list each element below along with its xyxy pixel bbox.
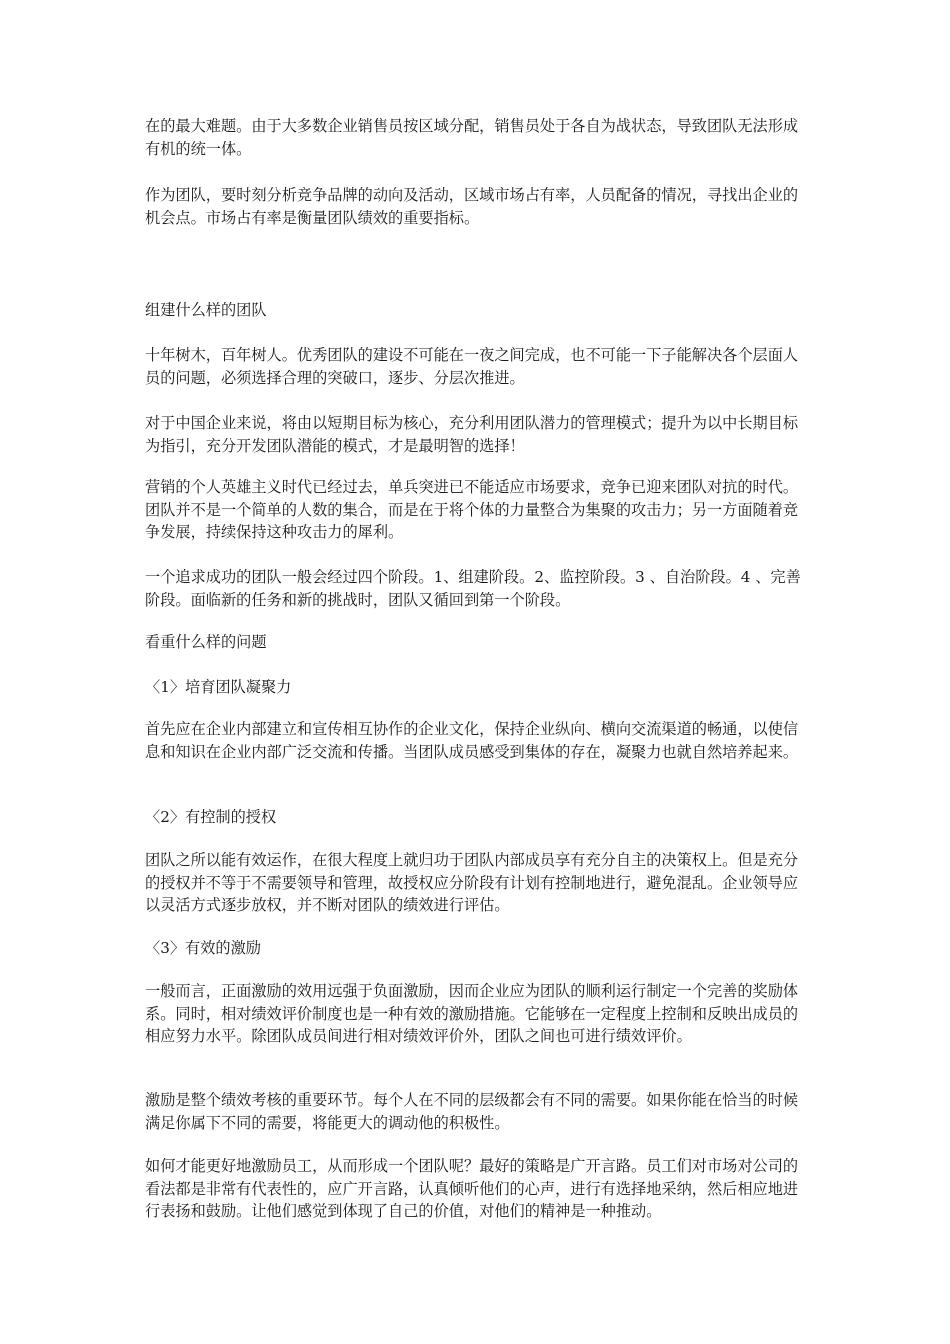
paragraph: 在的最大难题。由于大多数企业销售员按区域分配，销售员处于各自为战状态，导致团队无法形成有机的统一体。 bbox=[145, 117, 799, 158]
paragraph: 首先应在企业内部建立和宣传相互协作的企业文化，保持企业纵向、横向交流渠道的畅通，以使信息和知识在企业内部广泛交流和传播。当团队成员感受到集体的存在，凝聚力也就自然培养起来。 bbox=[145, 720, 799, 761]
paragraph: 如何才能更好地激励员工，从而形成一个团队呢？最好的策略是广开言路。员工们对市场对公司的看法都是非常有代表性的，应广开言路，认真倾听他们的心声，进行有选择地采纳，然后相应地进行表扬和鼓励。让他们感觉到体现了自己的价值，对他们的精神是一种推动。 bbox=[145, 1157, 799, 1220]
paragraph: 十年树木，百年树人。优秀团队的建设不可能在一夜之间完成，也不可能一下子能解决各个层面人员的问题，必须选择合理的突破口，逐步、分层次推进。 bbox=[145, 346, 799, 387]
paragraph: 营销的个人英雄主义时代已经过去，单兵突进已不能适应市场要求，竞争已迎来团队对抗的时代。团队并不是一个简单的人数的集合，而是在于将个体的力量整合为集聚的攻击力；另一方面随着竞争发展，持续保持这种攻击力的犀利。 bbox=[145, 478, 799, 541]
subheading: 〈2〉有控制的授权 bbox=[145, 808, 277, 826]
paragraph: 一般而言，正面激励的效用远强于负面激励，因而企业应为团队的顺利运行制定一个完善的奖励体系。同时，相对绩效评价制度也是一种有效的激励措施。它能够在一定程度上控制和反映出成员的相应努力水平。除团队成员间进行相对绩效评价外，团队之间也可进行绩效评价。 bbox=[145, 982, 799, 1045]
section-heading: 组建什么样的团队 bbox=[145, 301, 267, 319]
subheading: 〈3〉有效的激励 bbox=[145, 939, 261, 957]
paragraph: 团队之所以能有效运作，在很大程度上就归功于团队内部成员享有充分自主的决策权上。但是充分的授权并不等于不需要领导和管理，故授权应分阶段有计划有控制地进行，避免混乱。企业领导应以灵活方式逐步放权，并不断对团队的绩效进行评估。 bbox=[145, 851, 799, 914]
paragraph: 一个追求成功的团队一般会经过四个阶段。1、组建阶段。2、监控阶段。3 、自治阶段。4 、完善阶段。面临新的任务和新的挑战时，团队又循回到第一个阶段。 bbox=[145, 568, 801, 609]
section-heading: 看重什么样的问题 bbox=[145, 633, 267, 651]
paragraph: 激励是整个绩效考核的重要环节。每个人在不同的层级都会有不同的需要。如果你能在恰当的时候满足你属下不同的需要，将能更大的调动他的积极性。 bbox=[145, 1091, 799, 1132]
paragraph: 对于中国企业来说，将由以短期目标为核心，充分利用团队潜力的管理模式；提升为以中长期目标为指引，充分开发团队潜能的模式，才是最明智的选择！ bbox=[145, 414, 799, 455]
subheading: 〈1〉培育团队凝聚力 bbox=[145, 678, 292, 696]
paragraph: 作为团队，要时刻分析竞争品牌的动向及活动，区域市场占有率，人员配备的情况，寻找出企业的机会点。市场占有率是衡量团队绩效的重要指标。 bbox=[145, 186, 799, 227]
